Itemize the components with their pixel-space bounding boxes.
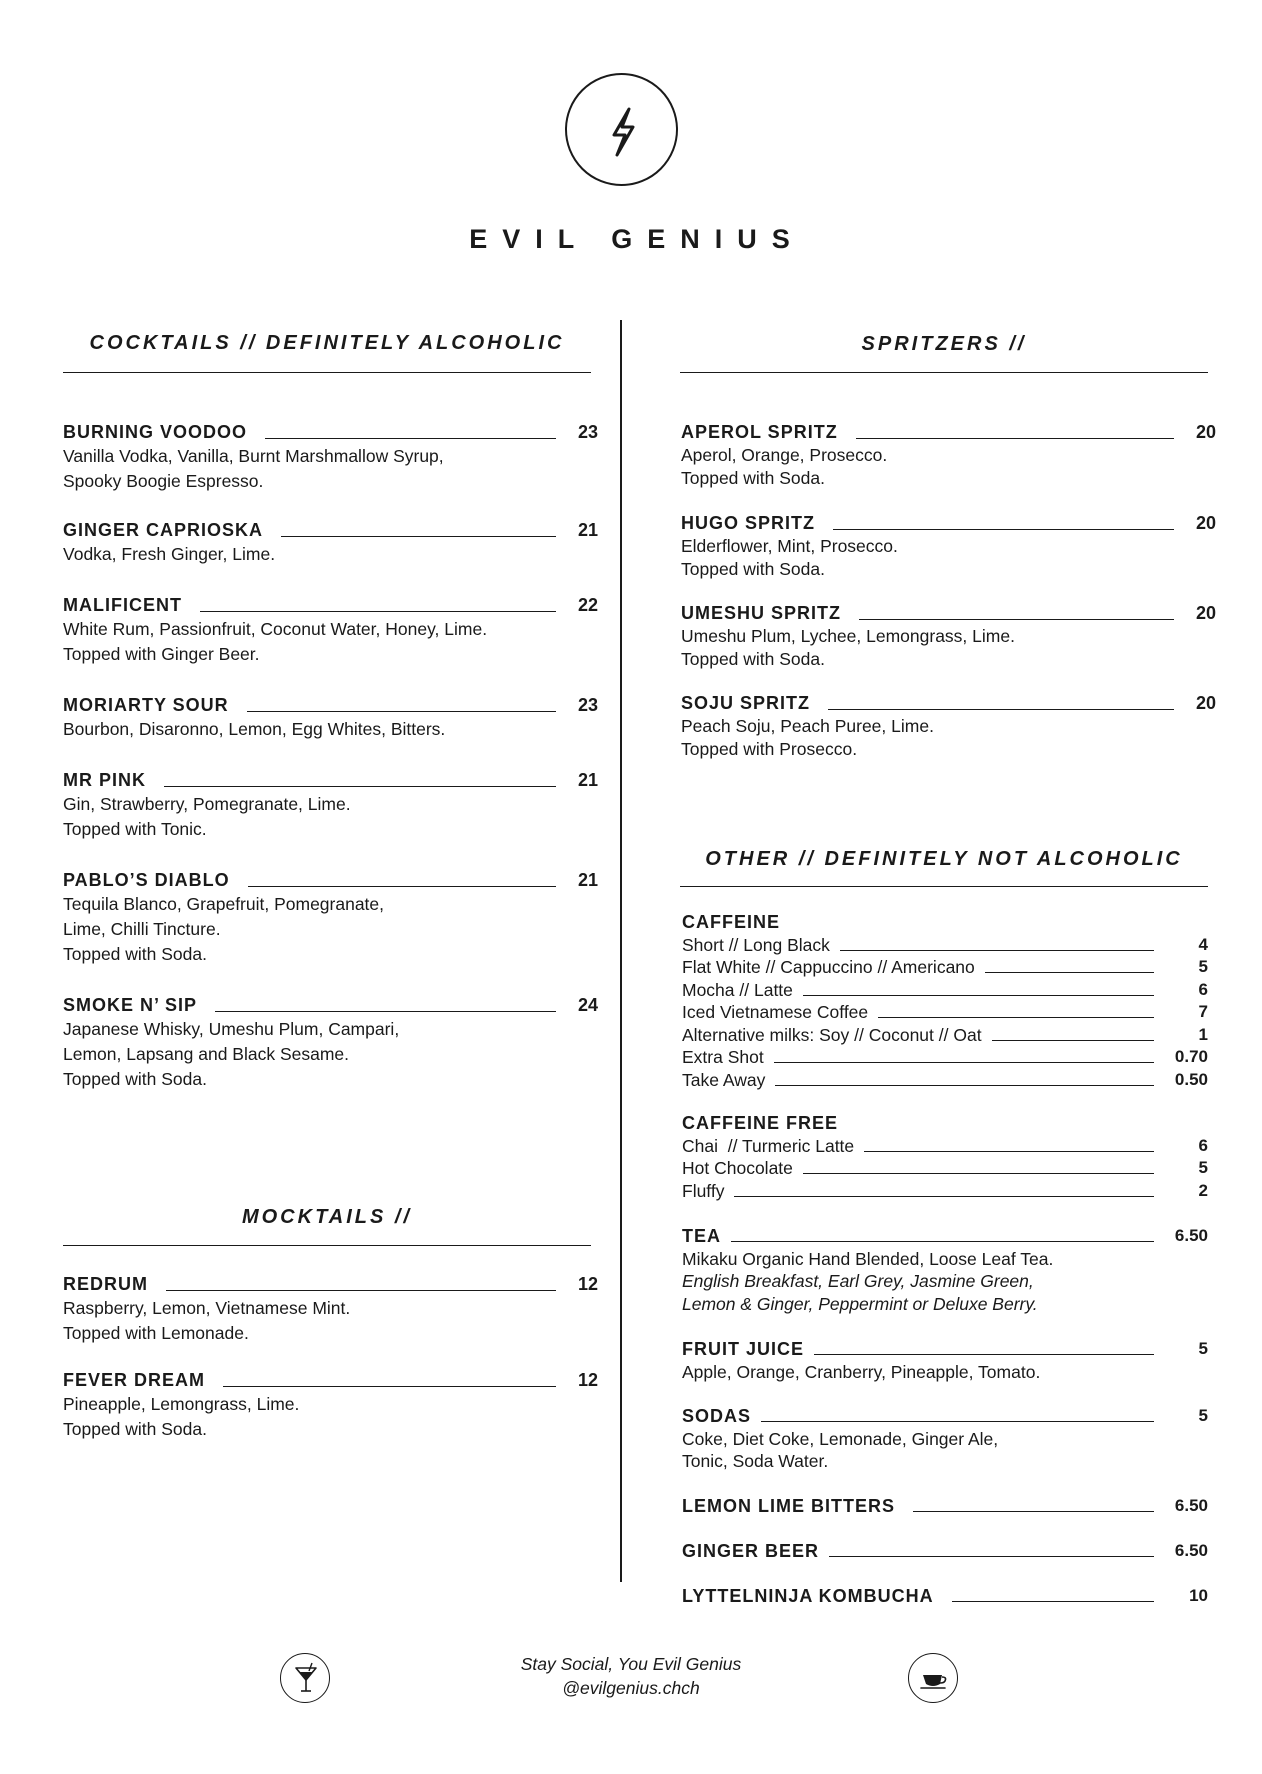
- item-desc: Topped with Ginger Beer.: [63, 644, 260, 664]
- item-desc: Vanilla Vodka, Vanilla, Burnt Marshmallow Syrup,: [63, 446, 444, 466]
- tea-item: [682, 1224, 1208, 1315]
- item-price: 12: [577, 1274, 598, 1294]
- item-desc: Topped with Soda.: [681, 467, 825, 488]
- leader-line: [164, 786, 556, 787]
- list-item-name: Mocha // Latte: [682, 979, 793, 1000]
- list-item: [682, 933, 1208, 956]
- menu-item: [63, 994, 598, 1092]
- item-desc: Topped with Soda.: [63, 944, 207, 964]
- item-desc: Tonic, Soda Water.: [682, 1451, 829, 1471]
- list-item: [682, 956, 1208, 979]
- leader-line: [814, 1354, 1154, 1355]
- menu-item: [63, 519, 598, 567]
- item-name: PABLO’S DIABLO: [63, 870, 230, 890]
- list-item-name: Fluffy: [682, 1180, 725, 1201]
- list-item-price: 2: [1198, 1180, 1208, 1200]
- logo: [565, 73, 678, 186]
- leader-line: [774, 1062, 1154, 1063]
- leader-line: [803, 1173, 1154, 1174]
- sodas-item: [682, 1404, 1208, 1473]
- footer-handle[interactable]: @evilgenius.chch: [562, 1678, 700, 1698]
- caffeine-free-title: CAFFEINE FREE: [682, 1113, 839, 1133]
- list-item-name: Extra Shot: [682, 1047, 764, 1067]
- leader-line: [223, 1386, 556, 1387]
- list-item: [682, 1001, 1208, 1024]
- item-price: 12: [577, 1370, 598, 1390]
- spritzers-heading: SPRITZERS //: [680, 333, 1208, 373]
- item-price: 20: [1195, 513, 1216, 533]
- item-name: LEMON LIME BITTERS: [682, 1495, 895, 1516]
- item-name: FRUIT JUICE: [682, 1338, 805, 1359]
- kombucha-item: [682, 1584, 1208, 1607]
- leader-line: [281, 536, 556, 537]
- list-item-name: Short // Long Black: [682, 934, 830, 955]
- item-desc: Elderflower, Mint, Prosecco.: [681, 536, 898, 556]
- list-item-name: Chai // Turmeric Latte: [682, 1135, 855, 1156]
- list-item: [682, 1134, 1208, 1157]
- list-item-price: 4: [1198, 934, 1208, 954]
- item-desc-italic: Lemon & Ginger, Peppermint or Deluxe Berry.: [682, 1293, 1038, 1314]
- list-item: [682, 1023, 1208, 1046]
- leader-line: [828, 709, 1174, 710]
- item-name: SOJU SPRITZ: [681, 693, 811, 713]
- menu-item: [681, 512, 1216, 580]
- item-price: 6.50: [1174, 1540, 1208, 1560]
- footer-text: [0, 1652, 1262, 1700]
- item-desc: Lemon, Lapsang and Black Sesame.: [63, 1044, 350, 1064]
- leader-line: [215, 1011, 556, 1012]
- list-item-price: 6: [1198, 1135, 1208, 1155]
- lightning-bolt-icon: [567, 75, 680, 188]
- item-name: SODAS: [682, 1405, 752, 1426]
- menu-item: [63, 869, 598, 967]
- leader-line: [992, 1040, 1154, 1041]
- caffeine-free-section: [682, 1112, 1208, 1202]
- item-name: MR PINK: [63, 770, 146, 790]
- item-name: LYTTELNINJA KOMBUCHA: [682, 1585, 934, 1606]
- item-price: 10: [1189, 1585, 1208, 1605]
- item-name: HUGO SPRITZ: [681, 513, 816, 533]
- column-divider: [620, 320, 622, 1582]
- item-desc: Topped with Soda.: [681, 648, 825, 669]
- item-desc: Bourbon, Disaronno, Lemon, Egg Whites, Bitters.: [63, 719, 446, 739]
- footer-tagline: Stay Social, You Evil Genius: [520, 1654, 742, 1674]
- menu-item: [63, 694, 598, 742]
- item-price: 24: [577, 995, 598, 1015]
- item-desc: Spooky Boogie Espresso.: [63, 471, 264, 491]
- item-desc: Coke, Diet Coke, Lemonade, Ginger Ale,: [682, 1428, 999, 1449]
- list-item: [682, 1157, 1208, 1180]
- list-item-price: 6: [1198, 979, 1208, 999]
- item-desc: Raspberry, Lemon, Vietnamese Mint.: [63, 1298, 351, 1318]
- leader-line: [200, 611, 556, 612]
- leader-line: [856, 438, 1174, 439]
- item-desc-italic: English Breakfast, Earl Grey, Jasmine Green,: [682, 1271, 1034, 1291]
- fruit-juice-item: [682, 1337, 1208, 1383]
- item-desc: Topped with Prosecco.: [681, 738, 858, 759]
- list-item-price: 5: [1198, 1158, 1208, 1177]
- item-name: FEVER DREAM: [63, 1370, 206, 1390]
- list-item-price: 5: [1198, 957, 1208, 976]
- item-desc: Topped with Tonic.: [63, 819, 207, 839]
- leader-line: [840, 950, 1154, 951]
- coffee-cup-badge: [908, 1653, 958, 1703]
- list-item-price: 1: [1198, 1024, 1208, 1044]
- item-name: MALIFICENT: [63, 595, 182, 615]
- list-item-name: Flat White // Cappuccino // Americano: [682, 957, 975, 977]
- cocktails-heading: COCKTAILS // DEFINITELY ALCOHOLIC: [63, 332, 591, 373]
- list-item-name: Take Away: [682, 1069, 766, 1090]
- menu-item: [63, 421, 598, 494]
- item-price: 23: [577, 695, 598, 715]
- leader-line: [985, 972, 1154, 973]
- item-price: 6.50: [1174, 1495, 1208, 1515]
- item-name: MORIARTY SOUR: [63, 695, 229, 715]
- leader-line: [803, 995, 1154, 996]
- other-heading: OTHER // DEFINITELY NOT ALCOHOLIC: [680, 848, 1208, 887]
- list-item-price: 7: [1198, 1002, 1208, 1021]
- menu-item: [681, 692, 1216, 760]
- item-desc: Mikaku Organic Hand Blended, Loose Leaf Tea.: [682, 1248, 1054, 1269]
- item-desc: Peach Soju, Peach Puree, Lime.: [681, 716, 934, 736]
- list-item: [682, 1068, 1208, 1091]
- leader-line: [878, 1017, 1154, 1018]
- mocktails-heading: MOCKTAILS //: [63, 1206, 591, 1246]
- brand-name: EVIL GENIUS: [469, 224, 805, 254]
- item-price: 5: [1198, 1405, 1208, 1425]
- leader-line: [731, 1241, 1154, 1242]
- item-name: TEA: [682, 1225, 721, 1246]
- list-item-price: 0.70: [1174, 1047, 1208, 1066]
- item-price: 21: [577, 870, 598, 890]
- item-desc: Topped with Soda.: [63, 1419, 207, 1439]
- list-item-price: 0.50: [1174, 1069, 1208, 1089]
- item-desc: Tequila Blanco, Grapefruit, Pomegranate,: [63, 894, 385, 914]
- leader-line: [166, 1290, 556, 1291]
- item-price: 20: [1195, 693, 1216, 713]
- menu-item: [63, 769, 598, 842]
- item-desc: Lime, Chilli Tincture.: [63, 919, 221, 939]
- item-name: UMESHU SPRITZ: [681, 603, 842, 623]
- item-desc: Aperol, Orange, Prosecco.: [681, 445, 888, 465]
- item-desc: Umeshu Plum, Lychee, Lemongrass, Lime.: [681, 626, 1015, 646]
- item-name: BURNING VOODOO: [63, 422, 248, 442]
- item-desc: Gin, Strawberry, Pomegranate, Lime.: [63, 794, 351, 814]
- leader-line: [833, 529, 1174, 530]
- leader-line: [761, 1421, 1154, 1422]
- menu-item: [63, 1273, 598, 1346]
- leader-line: [734, 1196, 1154, 1197]
- caffeine-section: [682, 911, 1208, 1091]
- item-price: 6.50: [1174, 1225, 1208, 1245]
- list-item: [682, 1046, 1208, 1069]
- menu-item: [63, 594, 598, 667]
- caffeine-title: CAFFEINE: [682, 912, 780, 932]
- item-desc: Vodka, Fresh Ginger, Lime.: [63, 544, 276, 564]
- leader-line: [829, 1556, 1154, 1557]
- item-price: 20: [1195, 603, 1216, 623]
- leader-line: [952, 1601, 1154, 1602]
- item-name: REDRUM: [63, 1274, 148, 1294]
- list-item-name: Alternative milks: Soy // Coconut // Oat: [682, 1024, 982, 1045]
- menu-item: [681, 602, 1216, 670]
- menu-item: [63, 1369, 598, 1442]
- item-price: 21: [577, 770, 598, 790]
- item-price: 20: [1195, 422, 1216, 442]
- item-name: GINGER BEER: [682, 1540, 820, 1561]
- item-price: 21: [577, 520, 598, 540]
- leader-line: [775, 1085, 1154, 1086]
- leader-line: [265, 438, 556, 439]
- item-price: 22: [577, 595, 598, 615]
- item-price: 5: [1198, 1338, 1208, 1358]
- item-desc: Apple, Orange, Cranberry, Pineapple, Tomato.: [682, 1361, 1041, 1382]
- item-name: SMOKE N’ SIP: [63, 995, 198, 1015]
- lemon-lime-bitters-item: [682, 1494, 1208, 1517]
- list-item-name: Hot Chocolate: [682, 1158, 793, 1178]
- item-name: APEROL SPRITZ: [681, 422, 838, 442]
- item-desc: Topped with Soda.: [63, 1069, 207, 1089]
- list-item: [682, 1179, 1208, 1202]
- menu-item: [681, 421, 1216, 489]
- list-item-name: Iced Vietnamese Coffee: [682, 1002, 869, 1022]
- leader-line: [859, 619, 1174, 620]
- leader-line: [248, 886, 556, 887]
- leader-line: [913, 1511, 1154, 1512]
- list-item: [682, 978, 1208, 1001]
- item-desc: Pineapple, Lemongrass, Lime.: [63, 1394, 300, 1414]
- leader-line: [864, 1151, 1154, 1152]
- item-desc: White Rum, Passionfruit, Coconut Water, Honey, Lime.: [63, 619, 488, 639]
- item-name: GINGER CAPRIOSKA: [63, 520, 264, 540]
- coffee-cup-icon: [909, 1654, 959, 1704]
- leader-line: [247, 711, 556, 712]
- item-desc: Topped with Lemonade.: [63, 1323, 249, 1343]
- item-desc: Japanese Whisky, Umeshu Plum, Campari,: [63, 1019, 400, 1039]
- item-desc: Topped with Soda.: [681, 558, 825, 579]
- ginger-beer-item: [682, 1539, 1208, 1562]
- item-price: 23: [577, 422, 598, 442]
